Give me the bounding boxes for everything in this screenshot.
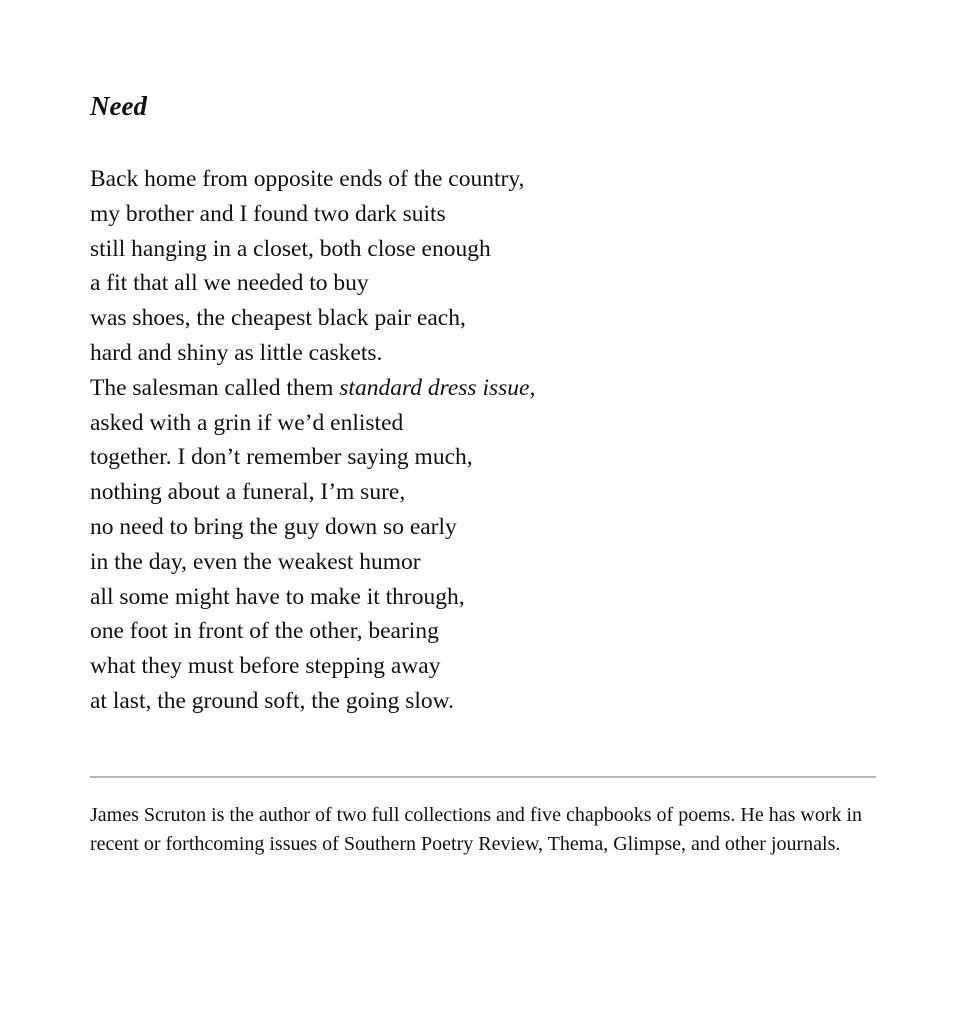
poem-line-1: Back home from opposite ends of the country,	[90, 166, 525, 192]
poem-line-14: one foot in front of the other, bearing	[90, 618, 439, 645]
poem-line-11: no need to bring the guy down so early	[90, 513, 457, 540]
poem-line-7-end: ,	[529, 374, 536, 401]
poem-line-8: asked with a grin if we’d enlisted	[90, 409, 404, 436]
poem-line-2: my brother and I found two dark suits	[90, 200, 446, 227]
poem-line-7-italic-phrase: standard dress issue	[339, 374, 530, 401]
poem-line-5: was shoes, the cheapest black pair each,	[90, 305, 466, 332]
section-divider	[90, 776, 876, 778]
poem-line-16: at last, the ground soft, the going slow.	[90, 687, 454, 714]
poem-line-6: hard and shiny as little caskets.	[90, 339, 383, 366]
poem-line-10: nothing about a funeral, I’m sure,	[90, 479, 406, 506]
poem-line-4: a fit that all we needed to buy	[90, 270, 369, 297]
poem-line-13: all some might have to make it through,	[90, 583, 465, 610]
poem-line-3: still hanging in a closet, both close enough	[90, 235, 491, 262]
author-bio: James Scruton is the author of two full collections and five chapbooks of poems. He has work in recent or forthcoming issues of Southern Poetry Review, Thema, Glimpse, and other journals.	[90, 804, 863, 855]
poem-line-7-start: The salesman called them	[90, 374, 340, 401]
poem-line-15: what they must before stepping away	[90, 653, 441, 680]
poem-line-7	[90, 371, 535, 406]
poem-title: Need	[90, 91, 147, 121]
poem-line-12: in the day, even the weakest humor	[90, 548, 421, 575]
poem-line-9: together. I don’t remember saying much,	[90, 444, 473, 471]
poem-body	[90, 162, 535, 719]
